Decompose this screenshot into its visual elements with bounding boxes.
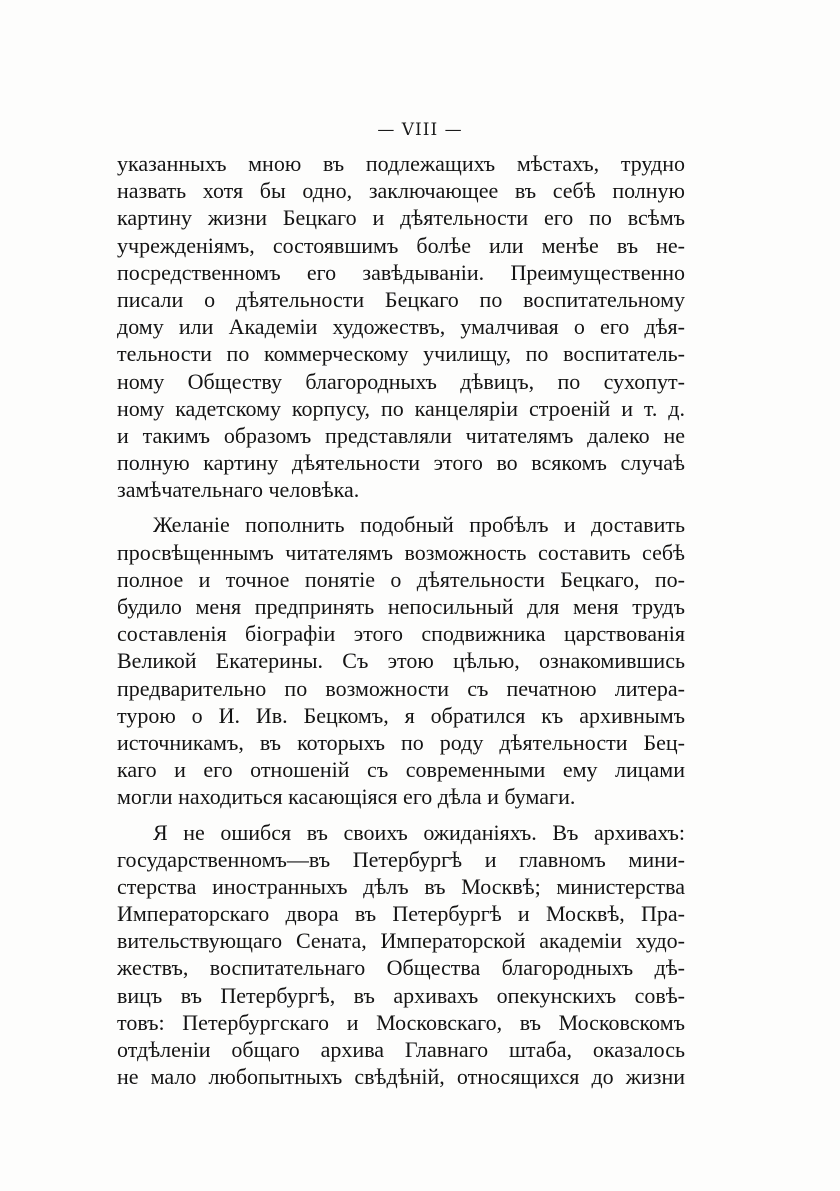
text-line: стерства иностранныхъ дѣлъ въ Москвѣ; министерства [117,873,685,899]
text-line: не мало любопытныхъ свѣдѣній, относящихся до жизни [117,1064,685,1090]
text-line: дому или Академіи художествъ, умалчивая о его дѣя- [117,314,685,340]
text-line: полную картину дѣятельности этого во всякомъ случаѣ [117,450,685,476]
text-line: ному Обществу благородныхъ дѣвицъ, по сухопут- [117,368,685,394]
body-text [117,150,685,1090]
text-line: источникамъ, въ которыхъ по роду дѣятельности Бец- [117,729,685,755]
text-line: ному кадетскому корпусу, по канцеляріи строеній и т. д. [117,395,685,421]
text-line: Великой Екатерины. Съ этою цѣлью, ознакомившись [117,648,685,674]
text-line: Желаніе пополнить подобный пробѣлъ и доставить [153,512,685,538]
text-line: жествъ, воспитательнаго Общества благородныхъ дѣ- [117,955,685,981]
paragraph-2 [117,511,685,810]
text-line: тельности по коммерческому училищу, по воспитатель- [117,341,685,367]
text-line: государственномъ—въ Петербургѣ и главномъ мини- [117,846,685,872]
text-line: товъ: Петербургскаго и Московскаго, въ Московскомъ [117,1009,685,1035]
text-line: будило меня предпринять непосильный для меня трудъ [117,594,685,619]
text-line: каго и его отношеній съ современными ему лицами [117,757,685,783]
text-line: картину жизни Бецкаго и дѣятельности его по всѣмъ [117,205,685,231]
text-line: отдѣленіи общаго архива Главнаго штаба, оказалось [117,1037,685,1062]
text-line: учрежденiямъ, состоявшимъ болѣе или менѣе въ не- [117,232,685,258]
text-line: и такимъ образомъ представляли читателямъ далеко не [117,422,685,448]
text-line: полное и точное понятіе о дѣятельности Бецкаго, по- [117,566,685,592]
text-line: писали о дѣятельности Бецкаго по воспитательному [117,286,685,312]
paragraph-3 [117,819,685,1091]
text-line: Императорскаго двора въ Петербургѣ и Москвѣ, Пра- [117,901,685,927]
text-line: указанныхъ мною въ подлежащихъ мѣстахъ, трудно [117,151,685,176]
text-line: могли находиться касающіяся его дѣла и бумаги. [117,784,576,810]
text-line: назвать хотя бы одно, заключающее въ себѣ полную [117,178,685,204]
text-line: вицъ въ Петербургѣ, въ архивахъ опекунскихъ совѣ- [117,982,685,1008]
text-line: турою о И. Ив. Бецкомъ, я обратился къ архивнымъ [117,702,685,728]
paragraph-1 [117,150,685,503]
text-line: составленія біографіи этого сподвижника царствованія [117,621,685,647]
text-line: предварительно по возможности съ печатною литера- [117,675,685,701]
text-line: просвѣщеннымъ читателямъ возможность составить себѣ [117,539,685,565]
text-line: посредственномъ его завѣдываніи. Преимущественно [117,259,685,285]
page-number-header: — VIII — [377,120,463,140]
text-line: Я не ошибся въ своихъ ожиданіяхъ. Въ архивахъ: [153,819,685,845]
text-line: замѣчательнаго человѣка. [117,477,360,503]
text-line: вительствующаго Сената, Императорской академіи худо- [117,928,685,954]
